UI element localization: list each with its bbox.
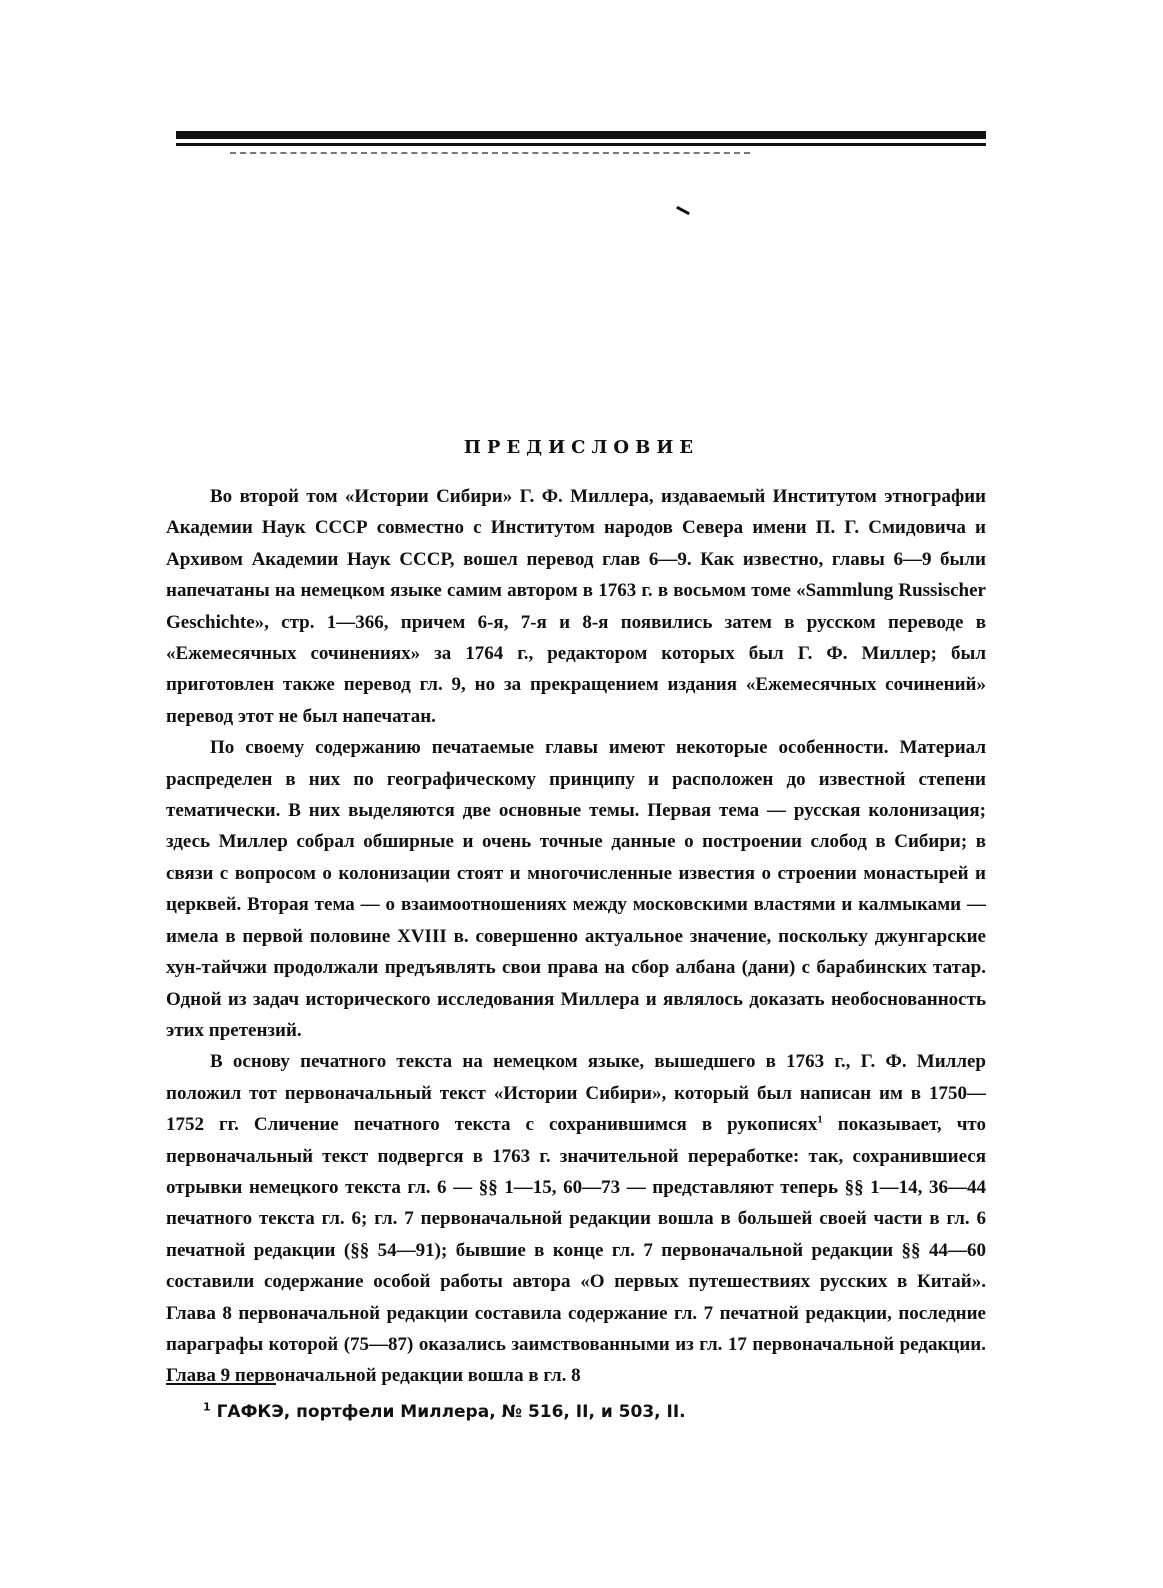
footnote xyxy=(203,1400,686,1424)
body-text xyxy=(166,481,986,1392)
paragraph-3-part-2: показывает, что первоначальный текст подвергся в 1763 г. значительной переработке: так, сохранившиеся отрывки немецкого текста гл. 6 — §§ 1—15, 60—73 — представляют теперь §§ 1—14, 36—44 печатного текста гл. 6; гл. 7 первоначальной редакции вошла в большей своей части в гл. 6 печатной редакции (§§ 54—91); бывшие в конце гл. 7 первоначальной редакции §§ 44—60 составили содержание особой работы автора «О первых путешествиях русских в Китай». Глава 8 первоначальной редакции составила содержание гл. 7 печатной редакции, последние параграфы которой (75—87) оказались заимствованными из гл. 17 первоначальной редакции. Глава 9 первоначальной редакции вошла в гл. 8 xyxy=(166,1114,986,1387)
header-rule-dashed xyxy=(230,152,750,154)
footnote-mark: 1 xyxy=(203,1400,211,1414)
paragraph-3 xyxy=(166,1046,986,1391)
footnote-text: ГАФКЭ, портфели Миллера, № 516, II, и 503, II. xyxy=(216,1402,686,1422)
paragraph-2: По своему содержанию печатаемые главы имеют некоторые особенности. Материал распределен в них по географическому принципу и расположен до известной степени тематически. В них выделяются две основные темы. Первая тема — русская колонизация; здесь Миллер собрал обширные и очень точные данные о построении слобод в Сибири; в связи с вопросом о колонизации стоят и многочисленные известия о строении монастырей и церквей. Вторая тема — о взаимоотношениях между московскими властями и калмыками — имела в первой половине XVIII в. совершенно актуальное значение, поскольку джунгарские хун-тайчжи продолжали предъявлять свои права на сбор албана (дани) с барабинских татар. Одной из задач исторического исследования Миллера и являлось доказать необоснованность этих претензий. xyxy=(166,737,986,1041)
footnote-reference: 1 xyxy=(817,1113,823,1126)
header-rule-thick xyxy=(176,131,986,139)
print-speck xyxy=(676,206,690,215)
footnote-rule xyxy=(166,1383,276,1385)
paragraph-3-part-1: В основу печатного текста на немецком языке, вышедшего в 1763 г., Г. Ф. Миллер положил тот первоначальный текст «Истории Сибири», который был написан им в 1750—1752 гг. Сличение печатного текста с сохранившимся в рукописях xyxy=(166,1051,986,1136)
paragraph-1: Во второй том «Истории Сибири» Г. Ф. Миллера, издаваемый Институтом этнографии Академии Наук СССР совместно с Институтом народов Севера имени П. Г. Смидовича и Архивом Академии Наук СССР, вошел перевод глав 6—9. Как известно, главы 6—9 были напечатаны на немецком языке самим автором в 1763 г. в восьмом томе «Sammlung Russischer Geschichte», стр. 1—366, причем 6-я, 7-я и 8-я появились затем в русском переводе в «Ежемесячных сочинениях» за 1764 г., редактором которых был Г. Ф. Миллер; был приготовлен также перевод гл. 9, но за прекращением издания «Ежемесячных сочинений» перевод этот не был напечатан. xyxy=(166,486,986,727)
header-rule-thin xyxy=(176,143,986,146)
page-title: ПРЕДИСЛОВИЕ xyxy=(463,437,700,458)
